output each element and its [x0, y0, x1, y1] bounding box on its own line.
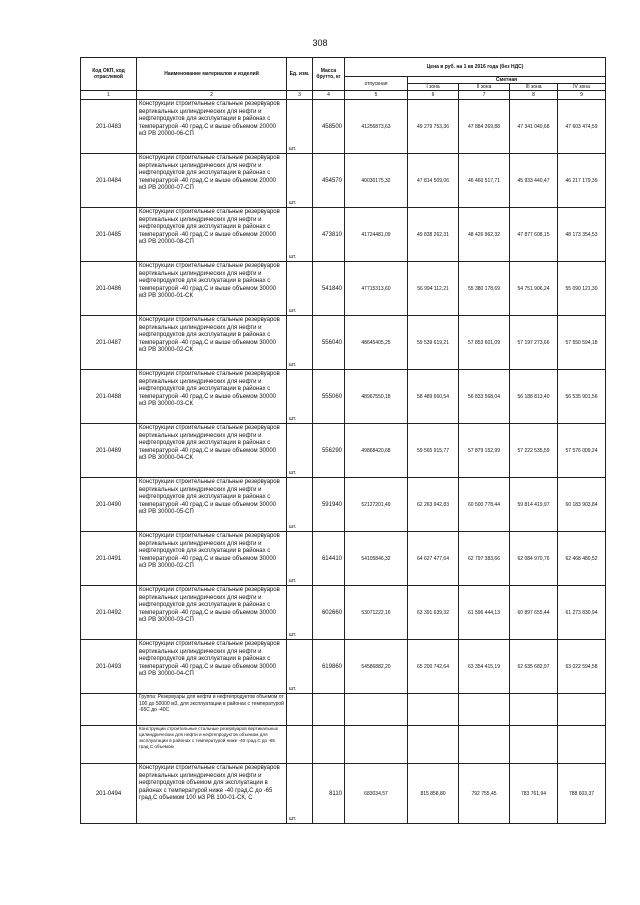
row-zone-1-price: 63 391 639,32: [408, 586, 459, 640]
header-zone-3: III зона: [510, 84, 558, 91]
row-code: 201-0488: [81, 370, 137, 424]
row-mass: 458500: [313, 100, 345, 154]
row-unit: шт.: [287, 640, 313, 694]
row-release-price: 47715313,60: [345, 262, 408, 316]
column-number: 8: [510, 91, 558, 100]
header-release: отпускная: [345, 77, 408, 91]
row-zone-4-price: 47 603 474,59: [558, 100, 606, 154]
column-number: 6: [408, 91, 459, 100]
row-zone-2-price: 62 797 383,66: [459, 532, 510, 586]
row-code: 201-0493: [81, 640, 137, 694]
group-row-empty-cell: [459, 694, 510, 726]
row-unit: шт.: [287, 478, 313, 532]
row-zone-1-price: 47 814 509,06: [408, 154, 459, 208]
row-zone-2-price: 63 354 415,19: [459, 640, 510, 694]
header-code: Код ОКП, код отраслевой: [81, 58, 137, 91]
row-name: Конструкции строительные стальные резервуаров вертикальных цилиндрических для нефти и нефтепродуктов для эксплуатации в районах с температурой -40 град.С и выше объемом 30000 м3 РВ 30000-03-СК: [137, 370, 287, 424]
row-zone-4-price: 788 603,37: [558, 764, 606, 824]
row-name: Конструкции строительные стальные резервуаров вертикальных цилиндрических для нефти и нефтепродуктов для эксплуатации в районах с температурой -40 град.С и выше объемом 30000 м3 РВ 30000-02-СК: [137, 316, 287, 370]
subgroup-row-empty-cell: [345, 726, 408, 764]
table-row: [81, 208, 606, 262]
row-zone-4-price: 63 022 594,58: [558, 640, 606, 694]
column-number: 5: [345, 91, 408, 100]
group-row-empty-cell: [510, 694, 558, 726]
row-zone-4-price: 56 535 901,56: [558, 370, 606, 424]
row-mass: 541840: [313, 262, 345, 316]
row-mass: 619860: [313, 640, 345, 694]
subgroup-row-empty-cell: [287, 726, 313, 764]
table-row: [81, 100, 606, 154]
row-zone-2-price: 46 460 517,71: [459, 154, 510, 208]
row-unit: шт.: [287, 764, 313, 824]
row-unit: шт.: [287, 424, 313, 478]
row-zone-3-price: 47 877 608,15: [510, 208, 558, 262]
row-release-price: 683034,57: [345, 764, 408, 824]
row-zone-4-price: 46 217 179,39: [558, 154, 606, 208]
row-mass: 473810: [313, 208, 345, 262]
header-zone-2: II зона: [459, 84, 510, 91]
row-zone-1-price: 65 200 742,64: [408, 640, 459, 694]
subgroup-row: [81, 726, 606, 764]
row-zone-3-price: 59 814 419,97: [510, 478, 558, 532]
table-row: [81, 424, 606, 478]
row-zone-2-price: 47 884 269,88: [459, 100, 510, 154]
row-mass: 454570: [313, 154, 345, 208]
row-code: 201-0489: [81, 424, 137, 478]
row-zone-2-price: 57 853 601,09: [459, 316, 510, 370]
row-code: 201-0487: [81, 316, 137, 370]
row-release-price: 54105846,32: [345, 532, 408, 586]
row-zone-2-price: 55 380 178,69: [459, 262, 510, 316]
row-zone-3-price: 62 635 682,97: [510, 640, 558, 694]
column-number: 1: [81, 91, 137, 100]
row-zone-3-price: 47 341 040,68: [510, 100, 558, 154]
table-row: [81, 764, 606, 824]
row-unit: шт.: [287, 532, 313, 586]
row-code: 201-0492: [81, 586, 137, 640]
row-release-price: 41256873,63: [345, 100, 408, 154]
row-release-price: 48967550,18: [345, 370, 408, 424]
row-release-price: 53071222,16: [345, 586, 408, 640]
row-code: 201-0494: [81, 764, 137, 824]
subgroup-row-code-cell: [81, 726, 137, 764]
row-code: 201-0490: [81, 478, 137, 532]
row-release-price: 52127201,49: [345, 478, 408, 532]
header-price-group: Цена в руб. на 1 кв 2016 года (без НДС): [345, 58, 606, 77]
group-row-empty-cell: [558, 694, 606, 726]
row-zone-4-price: 60 183 903,84: [558, 478, 606, 532]
row-unit: шт.: [287, 586, 313, 640]
subgroup-title: Конструкции строительные стальные резервуаров вертикальных цилиндрических для нефти и нефтепродуктов объемом для эксплуатации в районах с температурой ниже -40 град.С до -65 град.С объемом: [137, 726, 287, 764]
table-row: [81, 370, 606, 424]
row-mass: 602660: [313, 586, 345, 640]
row-zone-3-price: 45 933 440,47: [510, 154, 558, 208]
row-zone-1-price: 58 489 660,54: [408, 370, 459, 424]
row-zone-1-price: 59 565 915,77: [408, 424, 459, 478]
column-number: 9: [558, 91, 606, 100]
group-row-empty-cell: [345, 694, 408, 726]
table-row: [81, 532, 606, 586]
row-zone-1-price: 815 858,80: [408, 764, 459, 824]
row-zone-3-price: 56 188 813,40: [510, 370, 558, 424]
row-code: 201-0491: [81, 532, 137, 586]
subgroup-row-empty-cell: [510, 726, 558, 764]
group-title: Группа: Резервуары для нефти и нефтепродуктов объемом от 100 до 50000 м3, для эксплуатации в районах с температурой -65С до -40С: [137, 694, 287, 726]
row-zone-3-price: 60 897 655,44: [510, 586, 558, 640]
row-unit: шт.: [287, 100, 313, 154]
row-zone-4-price: 62 468 480,52: [558, 532, 606, 586]
row-mass: 555060: [313, 370, 345, 424]
row-code: 201-0485: [81, 208, 137, 262]
row-unit: шт.: [287, 370, 313, 424]
row-name: Конструкции строительные стальные резервуаров вертикальных цилиндрических для нефти и нефтепродуктов для эксплуатации в районах с температурой -40 град.С и выше объемом 30000 м3 РВ 30000-02-СП: [137, 532, 287, 586]
table-row: [81, 316, 606, 370]
row-mass: 591940: [313, 478, 345, 532]
header-unit: Ед. изм.: [287, 58, 313, 91]
row-zone-3-price: 57 222 535,59: [510, 424, 558, 478]
column-number: 2: [137, 91, 287, 100]
row-mass: 556040: [313, 316, 345, 370]
row-zone-3-price: 62 084 970,76: [510, 532, 558, 586]
row-name: Конструкции строительные стальные резервуаров вертикальных цилиндрических для нефти и нефтепродуктов для эксплуатации в районах с температурой -40 град.С и выше объемом 30000 м3 РВ 30000-01-СК: [137, 262, 287, 316]
row-name: Конструкции строительные стальные резервуаров вертикальных цилиндрических для нефти и нефтепродуктов для эксплуатации в районах с температурой -40 град.С и выше объемом 20000 м3 РВ 20000-07-СП: [137, 154, 287, 208]
row-code: 201-0484: [81, 154, 137, 208]
row-zone-2-price: 48 426 962,32: [459, 208, 510, 262]
row-zone-3-price: 783 761,94: [510, 764, 558, 824]
subgroup-row-empty-cell: [408, 726, 459, 764]
group-row-empty-cell: [313, 694, 345, 726]
header-mass: Масса брутто, кг: [313, 58, 345, 91]
row-zone-3-price: 57 197 273,66: [510, 316, 558, 370]
row-unit: шт.: [287, 208, 313, 262]
row-release-price: 41724481,09: [345, 208, 408, 262]
row-name: Конструкции строительные стальные резервуаров вертикальных цилиндрических для нефти и нефтепродуктов для эксплуатации в районах с температурой -40 град.С и выше объемом 30000 м3 РВ 30000-04-СП: [137, 640, 287, 694]
row-zone-1-price: 62 263 942,83: [408, 478, 459, 532]
row-name: Конструкции строительные стальные резервуаров вертикальных цилиндрических для нефти и нефтепродуктов для эксплуатации в районах с температурой -40 град.С и выше объемом 30000 м3 РВ 30000-04-СК: [137, 424, 287, 478]
column-number: 4: [313, 91, 345, 100]
row-name: Конструкции строительные стальные резервуаров вертикальных цилиндрических для нефти и нефтепродуктов для эксплуатации в районах с температурой -40 град.С и выше объемом 20000 м3 РВ 20000-08-СП: [137, 208, 287, 262]
row-zone-4-price: 57 550 594,18: [558, 316, 606, 370]
header-zone-4: IV зона: [558, 84, 606, 91]
table-row: [81, 154, 606, 208]
row-zone-2-price: 57 879 152,99: [459, 424, 510, 478]
row-code: 201-0483: [81, 100, 137, 154]
column-number: 3: [287, 91, 313, 100]
row-release-price: 48645405,25: [345, 316, 408, 370]
row-mass: 556290: [313, 424, 345, 478]
row-zone-1-price: 49 838 262,31: [408, 208, 459, 262]
row-zone-1-price: 59 539 619,21: [408, 316, 459, 370]
row-zone-2-price: 792 755,45: [459, 764, 510, 824]
group-row: [81, 694, 606, 726]
row-release-price: 54586882,20: [345, 640, 408, 694]
row-unit: шт.: [287, 316, 313, 370]
row-zone-4-price: 57 576 009,24: [558, 424, 606, 478]
header-estimate: Сметная: [408, 77, 606, 84]
row-release-price: 40030175,32: [345, 154, 408, 208]
table-row: [81, 586, 606, 640]
table-row: [81, 478, 606, 532]
group-row-empty-cell: [408, 694, 459, 726]
row-mass: 614410: [313, 532, 345, 586]
group-row-code-cell: [81, 694, 137, 726]
subgroup-row-empty-cell: [459, 726, 510, 764]
row-unit: шт.: [287, 154, 313, 208]
row-name: Конструкции строительные стальные резервуаров вертикальных цилиндрических для нефти и нефтепродуктов для эксплуатации в районах с температурой -40 град.С и выше объемом 30000 м3 РВ 30000-03-СП: [137, 586, 287, 640]
row-zone-1-price: 64 627 477,64: [408, 532, 459, 586]
header-zone-1: I зона: [408, 84, 459, 91]
row-zone-4-price: 48 173 354,53: [558, 208, 606, 262]
table-row: [81, 262, 606, 316]
row-zone-2-price: 56 833 568,04: [459, 370, 510, 424]
row-release-price: 49868420,68: [345, 424, 408, 478]
row-name: Конструкции строительные стальные резервуаров вертикальных цилиндрических для нефти и нефтепродуктов для эксплуатации в районах с температурой -40 град.С и выше объемом 20000 м3 РВ 20000-06-СП: [137, 100, 287, 154]
row-zone-1-price: 56 994 112,21: [408, 262, 459, 316]
table-row: [81, 640, 606, 694]
row-name: Конструкции строительные стальные резервуаров вертикальных цилиндрических для нефти и нефтепродуктов объемом для эксплуатации в районах с температурой ниже -40 град.С до -65 град.С объемом 100 м3 РВ 100-01-СК, С: [137, 764, 287, 824]
row-zone-4-price: 61 273 830,94: [558, 586, 606, 640]
row-mass: 8110: [313, 764, 345, 824]
row-zone-4-price: 55 090 121,30: [558, 262, 606, 316]
subgroup-row-empty-cell: [313, 726, 345, 764]
column-numbers-row: [81, 91, 606, 100]
row-code: 201-0486: [81, 262, 137, 316]
row-zone-3-price: 54 751 906,24: [510, 262, 558, 316]
row-zone-1-price: 49 279 753,36: [408, 100, 459, 154]
row-name: Конструкции строительные стальные резервуаров вертикальных цилиндрических для нефти и нефтепродуктов для эксплуатации в районах с температурой -40 град.С и выше объемом 30000 м3 РВ 30000-05-СП: [137, 478, 287, 532]
price-table: [80, 57, 606, 824]
row-unit: шт.: [287, 262, 313, 316]
subgroup-row-empty-cell: [558, 726, 606, 764]
group-row-empty-cell: [287, 694, 313, 726]
row-zone-2-price: 60 500 778,44: [459, 478, 510, 532]
header-name: Наименование материалов и изделий: [137, 58, 287, 91]
row-zone-2-price: 61 596 444,13: [459, 586, 510, 640]
column-number: 7: [459, 91, 510, 100]
page-number: 308: [312, 38, 328, 48]
